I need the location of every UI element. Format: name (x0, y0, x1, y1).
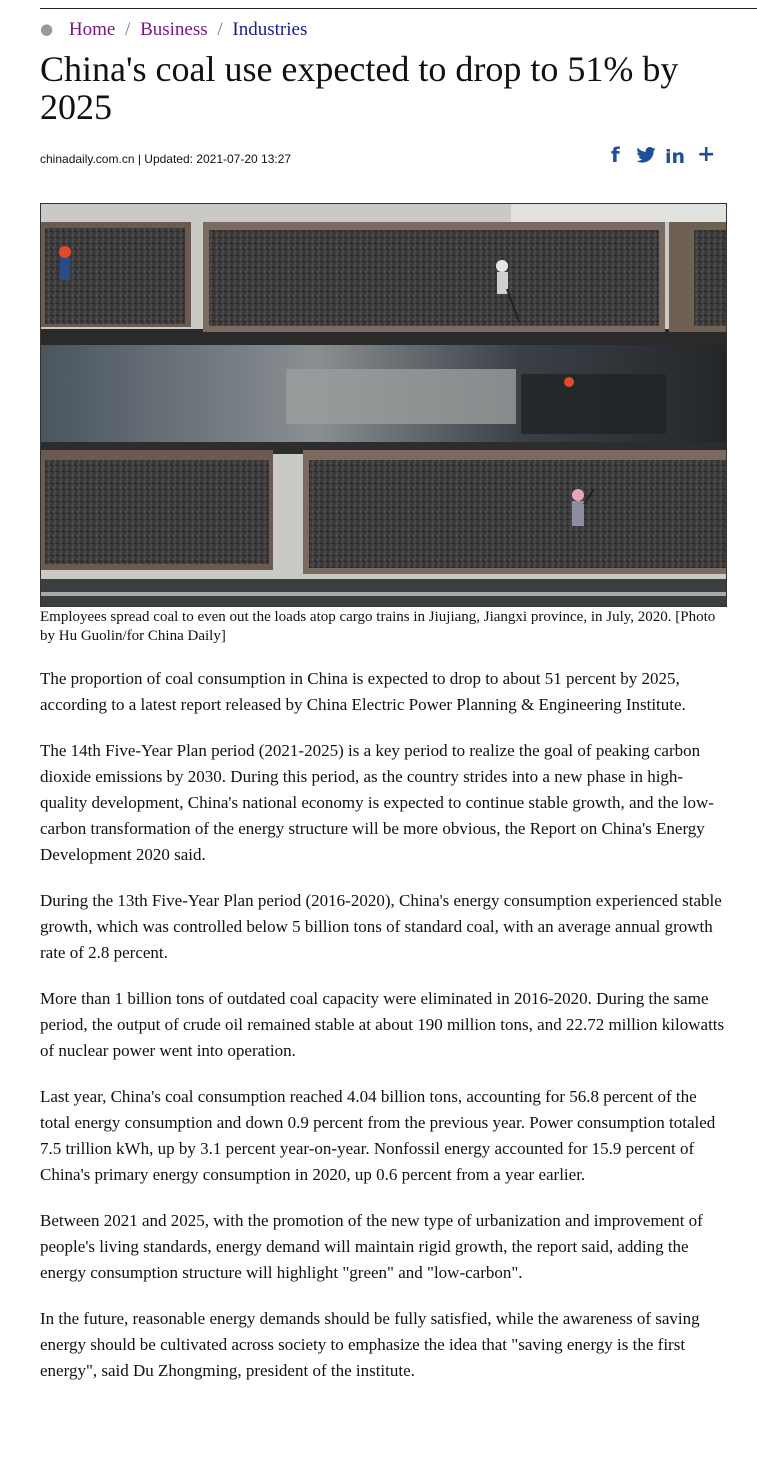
breadcrumb-industries-link[interactable]: Industries (232, 19, 308, 40)
breadcrumb-home-link[interactable]: Home (68, 19, 116, 40)
photo-caption: Employees spread coal to even out the loads atop cargo trains in Jiujiang, Jiangxi province, in July, 2020. [Photo by Hu Guolin/for China Daily] (40, 609, 716, 644)
breadcrumb (40, 17, 307, 42)
article-paragraph: More than 1 billion tons of outdated coal capacity were eliminated in 2016-2020. During the same period, the output of crude oil remained stable at about 190 million tons, and 22.72 million kilowatts of nuclear power went into operation. (40, 989, 725, 1060)
article-title: China's coal use expected to drop to 51% by 2025 (40, 49, 679, 127)
linkedin-icon[interactable]: in (665, 146, 686, 168)
coal-trains-image (41, 204, 726, 606)
share-bar (607, 142, 717, 172)
twitter-icon[interactable] (636, 147, 656, 167)
article-photo (40, 203, 727, 607)
breadcrumb-separator: / (125, 19, 131, 40)
breadcrumb-business-link[interactable]: Business (140, 19, 208, 40)
article-paragraph: In the future, reasonable energy demands should be fully satisfied, while the awareness of saving energy should be cultivated across society to emphasize the idea that "saving energy is the first energy", said Du Zhongming, president of the institute. (40, 1309, 700, 1380)
article-paragraph: Last year, China's coal consumption reached 4.04 billion tons, accounting for 56.8 percent of the total energy consumption and down 0.9 percent from the previous year. Power consumption totaled 7.5 trillion kWh, up by 3.1 percent year-on-year. Nonfossil energy accounted for 15.9 percent of China's primary energy consumption in 2020, up 0.6 percent from a year earlier. (40, 1087, 716, 1184)
article-paragraph: The 14th Five-Year Plan period (2021-2025) is a key period to realize the goal of peaking carbon dioxide emissions by 2030. During this period, as the country strides into a new phase in high-quality development, China's national economy is expected to continue stable growth, and the low-carbon transformation of the energy structure will be more obvious, the Report on China's Energy Development 2020 said. (40, 741, 714, 864)
breadcrumb-separator: / (217, 19, 223, 40)
article-paragraph: Between 2021 and 2025, with the promotion of the new type of urbanization and improvement of people's living standards, energy demand will maintain rigid growth, the report said, adding the energy consumption structure will highlight "green" and "low-carbon". (40, 1211, 703, 1282)
more-share-icon[interactable]: + (697, 142, 716, 167)
article-body (40, 666, 730, 1404)
facebook-icon[interactable]: f (611, 143, 620, 167)
bullet-icon: ● (40, 20, 54, 38)
article-meta: chinadaily.com.cn | Updated: 2021-07-20 13:27 (40, 152, 292, 166)
article-paragraph: The proportion of coal consumption in China is expected to drop to about 51 percent by 2025, according to a latest report released by China Electric Power Planning & Engineering Institute. (40, 669, 686, 714)
article-paragraph: During the 13th Five-Year Plan period (2016-2020), China's energy consumption experienced stable growth, which was controlled below 5 billion tons of standard coal, with an average annual growth rate of 2.8 percent. (40, 891, 722, 962)
top-divider (40, 8, 757, 9)
